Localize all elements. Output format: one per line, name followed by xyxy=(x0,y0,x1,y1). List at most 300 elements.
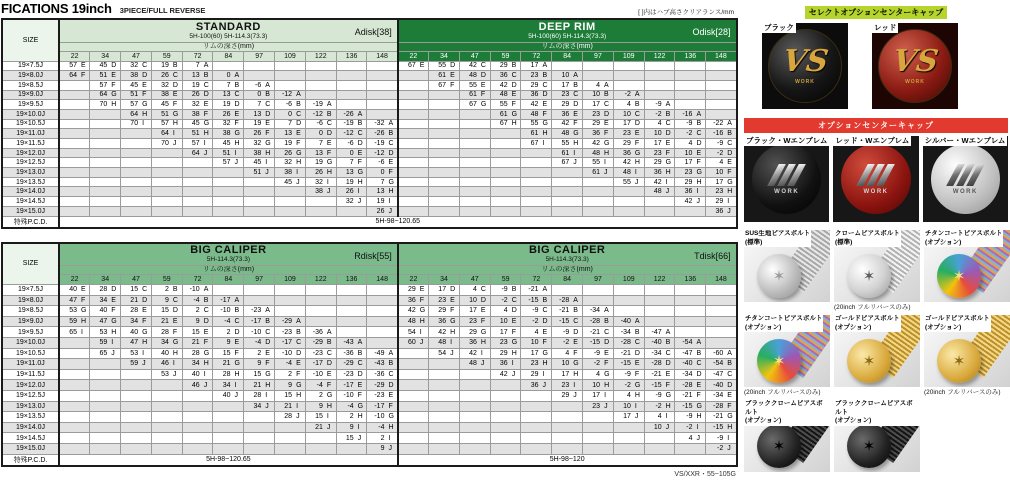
rim-depth-column: 22 xyxy=(398,275,429,285)
spec-cell: 38 G xyxy=(213,129,244,139)
spec-cell xyxy=(151,390,182,401)
spec-cell: 4 J xyxy=(675,433,706,444)
model-code-footer: VS/XXR・55~105G xyxy=(674,470,736,478)
spec-cell xyxy=(90,390,121,401)
spec-cell xyxy=(429,206,460,216)
spec-cell: 38 E xyxy=(151,90,182,100)
spec-cell xyxy=(367,337,398,348)
spec-cell xyxy=(706,327,737,338)
spec-cell: -17 F xyxy=(367,401,398,412)
rim-depth-column: 59 xyxy=(490,275,521,285)
spec-cell: 36 F xyxy=(583,129,614,139)
spec-cell: -40 C xyxy=(675,359,706,370)
spec-cell: 23 C xyxy=(552,90,583,100)
spec-cell xyxy=(490,422,521,433)
spec-cell xyxy=(336,443,367,454)
spec-cell: 57 E xyxy=(59,61,90,71)
spec-cell: 51 J xyxy=(244,168,275,178)
spec-cell xyxy=(90,401,121,412)
spec-cell xyxy=(398,422,429,433)
spec-cell xyxy=(90,422,121,433)
spec-cell: 28 G xyxy=(182,348,213,359)
spec-cell xyxy=(398,412,429,423)
spec-cell: 57 G xyxy=(121,100,152,110)
size-row-label: 19×13.5J xyxy=(2,412,59,423)
spec-cell: -22 A xyxy=(706,119,737,129)
spec-cell: 42 F xyxy=(552,119,583,129)
spec-cell: -23 E xyxy=(367,390,398,401)
spec-cell: 2 F xyxy=(275,369,306,380)
spec-cell xyxy=(151,168,182,178)
size-row-label: 19×8.5J xyxy=(2,80,59,90)
spec-cell: -17 A xyxy=(213,295,244,306)
spec-row xyxy=(2,61,737,71)
spec-cell xyxy=(644,316,675,327)
spec-cell xyxy=(398,359,429,370)
spec-cell: -6 D xyxy=(336,139,367,149)
spec-cell: 40 E xyxy=(59,285,90,296)
big-caliper-table-group xyxy=(1,242,737,467)
option-caps-row xyxy=(744,136,1008,222)
table-title-cell xyxy=(398,19,737,42)
spec-cell xyxy=(275,61,306,71)
spec-cell: 29 G xyxy=(644,158,675,168)
spec-cell: 55 G xyxy=(521,119,552,129)
rim-depth-column: 148 xyxy=(367,275,398,285)
torx-socket-icon: ✶ xyxy=(772,352,786,370)
bolt-label: ゴールドピアスボルト (オプション) xyxy=(925,315,990,331)
spec-cell xyxy=(459,139,490,149)
spec-row xyxy=(2,80,737,90)
spec-cell xyxy=(90,177,121,187)
spec-cell xyxy=(490,158,521,168)
bolt-image-blackchrome xyxy=(834,400,920,472)
bolt-head xyxy=(937,339,981,383)
spec-cell: 42 H xyxy=(613,158,644,168)
spec-cell: -34 B xyxy=(613,327,644,338)
spec-cell: 29 B xyxy=(490,61,521,71)
spec-cell xyxy=(459,433,490,444)
spec-cell xyxy=(244,206,275,216)
spec-cell: 53 J xyxy=(151,369,182,380)
spec-cell xyxy=(213,168,244,178)
spec-cell: 45 G xyxy=(182,119,213,129)
spec-cell: 54 J xyxy=(429,348,460,359)
spec-cell xyxy=(213,177,244,187)
spec-cell: 59 I xyxy=(90,337,121,348)
spec-cell xyxy=(244,422,275,433)
spec-cell: -4 B xyxy=(182,295,213,306)
spec-cell: 26 G xyxy=(275,148,306,158)
spec-cell xyxy=(644,295,675,306)
spec-cell: -29 D xyxy=(367,380,398,391)
spec-cell xyxy=(151,187,182,197)
spec-cell xyxy=(521,148,552,158)
spec-cell xyxy=(459,148,490,158)
spec-cell: 40 I xyxy=(182,369,213,380)
spec-cell xyxy=(644,80,675,90)
spec-cell: 65 J xyxy=(90,348,121,359)
spec-cell xyxy=(429,100,460,110)
spec-cell xyxy=(675,295,706,306)
spec-cell: -12 A xyxy=(275,90,306,100)
w-emblem-cap-image xyxy=(931,144,1000,214)
spec-cell: 9 C xyxy=(151,295,182,306)
bolt-label: SUS生地ピアスボルト (標準) xyxy=(745,230,811,246)
spec-cell xyxy=(182,197,213,207)
spec-cell: 15 H xyxy=(275,390,306,401)
spec-cell: 40 F xyxy=(90,306,121,317)
spec-cell xyxy=(275,80,306,90)
spec-cell xyxy=(644,443,675,454)
spec-cell xyxy=(398,148,429,158)
spec-cell: -2 H xyxy=(644,401,675,412)
spec-cell xyxy=(459,422,490,433)
spec-cell xyxy=(459,369,490,380)
spec-cell: 36 C xyxy=(490,71,521,81)
spec-cell: 32 C xyxy=(121,61,152,71)
spec-cell: 2 B xyxy=(151,285,182,296)
w-emblem-icon xyxy=(952,164,979,186)
spec-cell xyxy=(429,369,460,380)
spec-cell: 23 H xyxy=(706,187,737,197)
spec-cell: 0 C xyxy=(275,109,306,119)
spec-cell: 7 A xyxy=(182,61,213,71)
bolt-label: ゴールドピアスボルト (オプション) xyxy=(835,315,900,331)
spec-cell: 17 F xyxy=(675,158,706,168)
rim-depth-column: 22 xyxy=(59,275,90,285)
spec-cell: 4 A xyxy=(583,80,614,90)
spec-cell xyxy=(275,422,306,433)
spec-cell xyxy=(675,443,706,454)
spec-cell xyxy=(121,129,152,139)
spec-cell xyxy=(213,187,244,197)
spec-cell xyxy=(521,168,552,178)
spec-cell: 15 G xyxy=(244,369,275,380)
spec-cell xyxy=(398,401,429,412)
spec-cell xyxy=(182,412,213,423)
spec-cell xyxy=(244,443,275,454)
spec-cell xyxy=(59,422,90,433)
spec-cell xyxy=(59,80,90,90)
spec-cell: -2 E xyxy=(552,337,583,348)
spec-cell: -2 J xyxy=(706,443,737,454)
spec-cell xyxy=(121,148,152,158)
spec-cell: 61 F xyxy=(459,90,490,100)
spec-cell: 19 B xyxy=(151,61,182,71)
spec-cell: 23 F xyxy=(644,148,675,158)
spec-cell: 17 C xyxy=(583,100,614,110)
spec-row xyxy=(2,187,737,197)
spec-cell: 36 G xyxy=(613,148,644,158)
special-pcd-value: 5H-98~120 xyxy=(398,454,737,466)
spec-cell xyxy=(182,177,213,187)
spec-cell xyxy=(59,369,90,380)
spec-cell xyxy=(90,158,121,168)
spec-cell: -17 E xyxy=(336,380,367,391)
size-row-label: 19×9.0J xyxy=(2,90,59,100)
spec-cell: -28 E xyxy=(675,380,706,391)
spec-cell xyxy=(275,197,306,207)
spec-cell: 19 D xyxy=(213,100,244,110)
spec-cell: 38 D xyxy=(121,71,152,81)
size-row-label: 19×11.0J xyxy=(2,129,59,139)
rim-depth-column: 72 xyxy=(521,51,552,61)
spec-cell xyxy=(59,337,90,348)
spec-cell xyxy=(675,285,706,296)
spec-cell: 36 I xyxy=(675,187,706,197)
spec-cell: 26 J xyxy=(367,206,398,216)
spec-cell xyxy=(336,80,367,90)
spec-cell xyxy=(151,443,182,454)
bolt-image-gold xyxy=(924,315,1010,387)
spec-cell: -2 C xyxy=(675,129,706,139)
spec-cell xyxy=(583,187,614,197)
spec-cell: 67 F xyxy=(429,80,460,90)
spec-cell xyxy=(275,187,306,197)
spec-row xyxy=(2,412,737,423)
rim-depth-column: 34 xyxy=(90,51,121,61)
spec-cell xyxy=(151,158,182,168)
spec-cell xyxy=(644,61,675,71)
spec-cell xyxy=(490,443,521,454)
spec-cell xyxy=(305,316,336,327)
spec-cell xyxy=(490,139,521,149)
spec-cell: 36 H xyxy=(459,337,490,348)
spec-cell xyxy=(59,129,90,139)
spec-cell xyxy=(59,177,90,187)
spec-cell xyxy=(59,158,90,168)
spec-cell: 42 G xyxy=(583,139,614,149)
spec-cell xyxy=(151,380,182,391)
spec-cell: 26 D xyxy=(182,90,213,100)
spec-row xyxy=(2,285,737,296)
spec-cell: 13 D xyxy=(244,109,275,119)
spec-cell: 13 C xyxy=(213,90,244,100)
spec-cell xyxy=(429,119,460,129)
spec-cell: 21 G xyxy=(213,359,244,370)
spec-cell xyxy=(151,148,182,158)
spec-cell: 59 H xyxy=(59,316,90,327)
standard-deeprim-table-group xyxy=(1,18,737,229)
rim-depth-column: 97 xyxy=(244,275,275,285)
spec-cell: -36 B xyxy=(336,348,367,359)
spec-cell xyxy=(613,433,644,444)
bolt-cell xyxy=(744,230,830,312)
torx-socket-icon: ✶ xyxy=(772,267,786,285)
spec-cell: 17 F xyxy=(490,327,521,338)
spec-cell xyxy=(613,80,644,90)
spec-cell xyxy=(613,197,644,207)
spec-cell: 23 H xyxy=(521,359,552,370)
spec-cell: 55 E xyxy=(459,80,490,90)
spec-cell xyxy=(305,206,336,216)
cap-color-label: ブラック・Wエンブレム xyxy=(746,136,828,145)
table-name: STANDARD xyxy=(195,20,261,33)
spec-cell xyxy=(521,206,552,216)
select-cap-banner: セレクトオプションセンターキャップ xyxy=(805,6,948,19)
spec-cell: 15 I xyxy=(305,412,336,423)
spec-row xyxy=(2,390,737,401)
bolt-label: ブラッククロームピアスボルト (オプション) xyxy=(834,400,920,426)
torx-socket-icon: ✶ xyxy=(862,437,876,455)
spec-cell xyxy=(305,295,336,306)
spec-cell xyxy=(706,316,737,327)
spec-cell: -19 C xyxy=(367,139,398,149)
spec-cell: 36 H xyxy=(644,168,675,178)
spec-cell xyxy=(182,433,213,444)
spec-cell xyxy=(244,295,275,306)
spec-cell xyxy=(398,158,429,168)
spec-cell xyxy=(459,158,490,168)
spec-cell xyxy=(429,380,460,391)
spec-cell: 26 I xyxy=(336,187,367,197)
options-sidebar xyxy=(737,0,1010,501)
vs-logo: VS xyxy=(890,44,940,79)
rim-depth-column: 84 xyxy=(552,51,583,61)
spec-cell: -6 A xyxy=(244,80,275,90)
spec-cell: 19 G xyxy=(305,158,336,168)
spec-cell: 64 J xyxy=(182,148,213,158)
spec-cell xyxy=(583,412,614,423)
spec-cell: 45 I xyxy=(244,158,275,168)
spec-cell: 2 E xyxy=(244,348,275,359)
bolt-label: クロームピアスボルト (標準) xyxy=(835,230,900,246)
spec-row xyxy=(2,295,737,306)
spec-cell: 34 G xyxy=(151,337,182,348)
spec-cell xyxy=(675,100,706,110)
spec-cell: 59 J xyxy=(121,359,152,370)
spec-cell xyxy=(213,197,244,207)
spec-cell xyxy=(182,443,213,454)
table-name: BIG CALIPER xyxy=(190,244,267,257)
spec-cell: 4 E xyxy=(521,327,552,338)
spec-cell: 64 G xyxy=(90,90,121,100)
spec-cell xyxy=(367,109,398,119)
spec-cell xyxy=(244,197,275,207)
spec-cell: -2 A xyxy=(613,90,644,100)
spec-cell xyxy=(182,206,213,216)
spec-cell: 0 D xyxy=(305,129,336,139)
spec-cell: 48 G xyxy=(552,129,583,139)
spec-cell: -16 A xyxy=(675,109,706,119)
table-title-cell xyxy=(59,19,398,42)
spec-cell: 10 D xyxy=(459,295,490,306)
bolt-image-titanium xyxy=(744,315,830,387)
spec-cell xyxy=(552,412,583,423)
spec-cell xyxy=(398,168,429,178)
spec-cell: 51 F xyxy=(121,90,152,100)
spec-cell: 29 I xyxy=(706,197,737,207)
bolt-label: チタンコートピアスボルト (オプション) xyxy=(925,230,1003,246)
spec-cell xyxy=(151,412,182,423)
spec-cell: -21 G xyxy=(706,412,737,423)
spec-cell: -19 B xyxy=(336,119,367,129)
spec-cell xyxy=(59,348,90,359)
spec-cell: 61 E xyxy=(429,71,460,81)
spec-cell xyxy=(121,206,152,216)
spec-cell: 32 I xyxy=(305,177,336,187)
spec-cell: 10 F xyxy=(521,337,552,348)
spec-cell xyxy=(275,71,306,81)
vs-logo: VS xyxy=(780,44,830,79)
spec-cell xyxy=(336,100,367,110)
spec-row xyxy=(2,197,737,207)
spec-cell: 28 I xyxy=(244,390,275,401)
spec-cell xyxy=(398,100,429,110)
spec-cell xyxy=(59,139,90,149)
spec-cell: 17 H xyxy=(552,369,583,380)
spec-cell: 13 G xyxy=(336,168,367,178)
spec-cell: 23 E xyxy=(429,295,460,306)
spec-cell xyxy=(213,412,244,423)
spec-cell: 13 E xyxy=(275,129,306,139)
spec-cell xyxy=(336,316,367,327)
size-row-label: 19×10.0J xyxy=(2,109,59,119)
spec-cell xyxy=(367,295,398,306)
spec-cell xyxy=(213,61,244,71)
rim-depth-column: 84 xyxy=(213,275,244,285)
spec-row xyxy=(2,129,737,139)
spec-row xyxy=(2,148,737,158)
spec-cell: 19 F xyxy=(275,139,306,149)
spec-cell xyxy=(90,206,121,216)
spec-cell: -49 A xyxy=(367,348,398,359)
spec-cell xyxy=(59,412,90,423)
rim-depth-column: 22 xyxy=(59,51,90,61)
bolt-head xyxy=(847,339,891,383)
spec-cell xyxy=(429,109,460,119)
spec-cell xyxy=(90,129,121,139)
spec-row xyxy=(2,422,737,433)
spec-cell xyxy=(305,306,336,317)
center-cap-red-vs xyxy=(872,23,958,109)
spec-cell: -60 A xyxy=(706,348,737,359)
spec-cell: 29 F xyxy=(613,139,644,149)
spec-cell xyxy=(552,177,583,187)
spec-cell: 36 I xyxy=(490,359,521,370)
spec-cell: 60 J xyxy=(398,337,429,348)
spec-cell xyxy=(675,306,706,317)
spec-cell: 36 D xyxy=(521,90,552,100)
spec-cell: -4 C xyxy=(213,316,244,327)
bolt-caption xyxy=(834,388,920,397)
spec-cell: -29 C xyxy=(336,359,367,370)
spec-cell xyxy=(213,422,244,433)
spec-cell xyxy=(59,433,90,444)
size-row-label: 19×12.5J xyxy=(2,390,59,401)
spec-cell: 51 H xyxy=(182,129,213,139)
spec-cell xyxy=(644,197,675,207)
bolt-image-titanium xyxy=(924,230,1010,302)
spec-cell: -9 C xyxy=(521,306,552,317)
spec-cell xyxy=(552,187,583,197)
spec-cell: 48 I xyxy=(429,337,460,348)
spec-cell xyxy=(583,433,614,444)
rim-depth-column: 136 xyxy=(675,275,706,285)
spec-cell: 29 G xyxy=(459,327,490,338)
spec-cell xyxy=(398,443,429,454)
spec-cell xyxy=(398,90,429,100)
spec-cell xyxy=(459,412,490,423)
special-pcd-label: 特殊P.C.D. xyxy=(2,216,59,228)
spec-cell xyxy=(121,369,152,380)
rim-depth-column: 122 xyxy=(644,51,675,61)
spec-cell xyxy=(305,433,336,444)
spec-cell xyxy=(675,90,706,100)
spec-cell: 10 B xyxy=(583,90,614,100)
spec-cell: 70 H xyxy=(90,100,121,110)
